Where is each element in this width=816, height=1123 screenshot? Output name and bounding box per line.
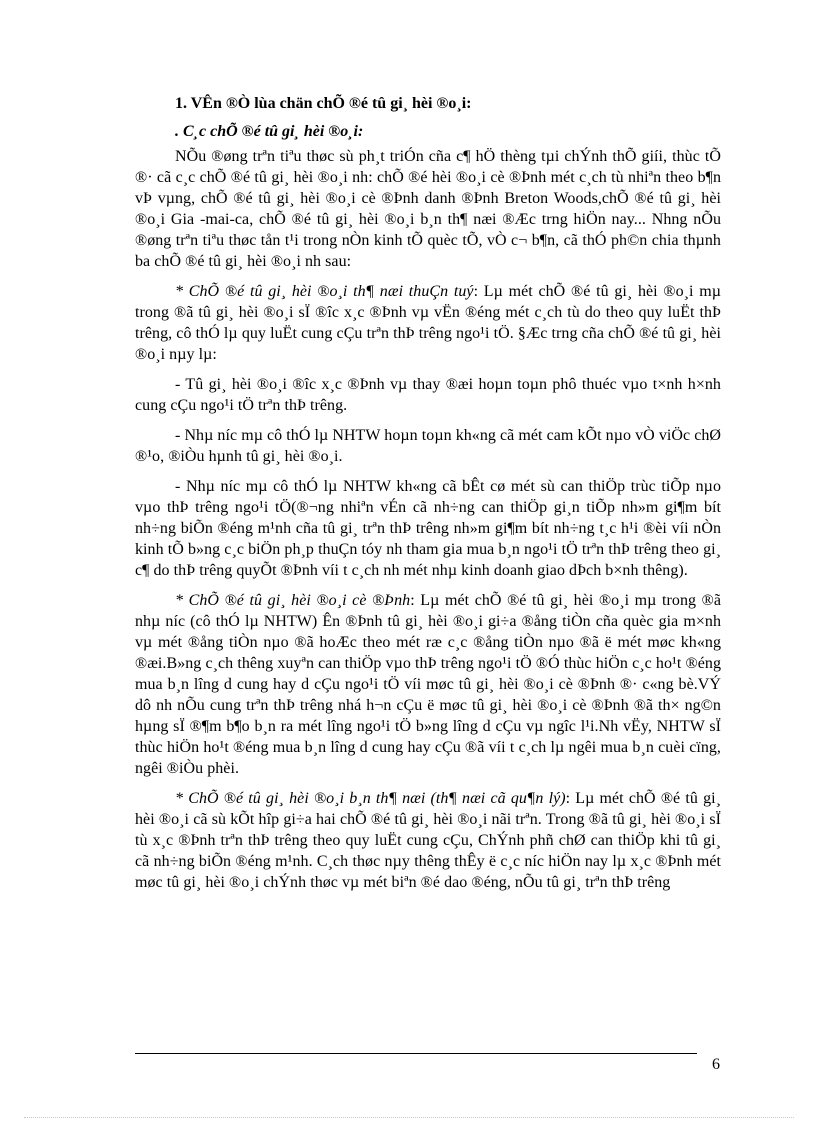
page-bottom-border (24, 1117, 794, 1118)
managed-regime-paragraph (135, 788, 721, 893)
section-heading: 1. VÊn ®Ò lùa chän chÕ ®é tû gi¸ hèi ®o¸i: (175, 95, 472, 112)
float-bullet-3: - Nhµ níc mµ cô thÓ lµ NHTW kh«ng cã bÊt cø mét sù can thiÖp trùc tiÕp nµo vµo thÞ trêng ngo¹i tÖ(®¬ng nhiªn vÉn cã nh÷ng can thiÖp gi¸n tiÕp nh»m gi¶m bít nh÷ng biÕn ®éng m¹nh cña tû gi¸ trªn thÞ trêng nh»m gi¶m bít nh÷ng t¸c h¹i ®èi víi nÒn kinh tÕ b»ng c¸c biÖn ph¸p thuÇn tóy nh tham gia mua b¸n ngo¹i tÖ trªn thÞ trêng theo gi¸ c¶ do thÞ trêng quyÕt ®Þnh víi t c¸ch nh mét nhµ kinh doanh giao dÞch b×nh thêng). (135, 478, 721, 579)
float-bullet-2: - Nhµ níc mµ cô thÓ lµ NHTW hoµn toµn kh«ng cã mét cam kÕt nµo vÒ viÖc chØ ®¹o, ®iÒu hµnh tû gi¸ hèi ®o¸i. (135, 427, 721, 465)
float-bullet-1: - Tû gi¸ hèi ®o¸i ®îc x¸c ®Þnh vµ thay ®æi hoµn toµn phô thuéc vµo t×nh h×nh cung cÇu ngo¹i tÖ trªn thÞ trêng. (135, 376, 721, 414)
section-subheading: . C¸c chÕ ®é tû gi¸ hèi ®o¸i: (175, 123, 364, 140)
managed-regime-body: : Lµ mét chÕ ®é tû gi¸ hèi ®o¸i cã sù kÕt hîp gi÷a hai chÕ ®é tû gi¸ hèi ®o¸i nãi trªn. Trong ®ã tû gi¸ hèi ®o¸i sÏ tù x¸c ®Þnh trªn thÞ trêng theo quy luËt cung cÇu, ChÝnh phñ chØ can thiÖp khi tû gi¸ cã nh÷ng biÕn ®éng m¹nh. C¸ch thøc nµy thêng thÊy ë c¸c níc hiÖn nay lµ x¸c ®Þnh mét møc tû gi¸ hèi ®o¸i chÝnh thøc vµ mét biªn ®é dao ®éng, nÕu tû gi¸ trªn thÞ trêng (135, 790, 722, 891)
page-number: 6 (712, 1056, 720, 1073)
float-regime-lead: * ChÕ ®é tû gi¸ hèi ®o¸i th¶ næi thuÇn tuý (175, 283, 474, 300)
fixed-regime-paragraph (135, 590, 721, 779)
managed-regime-lead: * ChÕ ®é tû gi¸ hèi ®o¸i b¸n th¶ næi (th¶ næi cã qu¶n lý) (175, 790, 566, 807)
fixed-regime-lead: * ChÕ ®é tû gi¸ hèi ®o¸i cè ®Þnh (175, 592, 411, 609)
fixed-regime-body: : Lµ mét chÕ ®é tû gi¸ hèi ®o¸i mµ trong ®ã nhµ níc (cô thÓ lµ NHTW) Ên ®Þnh tû gi¸ hèi ®o¸i gi÷a ®ång tiÒn cña quèc gia m×nh vµ mét ®ång tiÒn nµo ®ã hoÆc theo mét ræ c¸c ®ång tiÒn nµo ®ã ë mét møc kh«ng ®æi.B»ng c¸ch thêng xuyªn can thiÖp vµo thÞ trêng ngo¹i tÖ ®Ó thùc hiÖn c¸c ho¹t ®éng mua b¸n lîng d cung hay d cÇu ngo¹i tÖ víi møc tû gi¸ hèi ®o¸i cè ®Þnh ®· c«ng bè.VÝ dô nh nÕu cung trªn thÞ trêng nhá h¬n cÇu ë møc tû gi¸ hèi ®o¸i cè ®Þnh ®ã th× ng©n hµng sÏ ®¶m b¶o b¸n ra mét lîng ngo¹i tÖ b»ng lîng d cÇu vµ ngîc l¹i.Nh vËy, NHTW sÏ thùc hiÖn ho¹t ®éng mua b¸n lîng d cung hay cÇu ®ã víi t c¸ch lµ ngêi mua b¸n cuèi cïng, ngêi ®iÒu phèi. (135, 592, 721, 777)
intro-paragraph: NÕu ®øng trªn tiªu thøc sù ph¸t triÓn cña c¶ hÖ thèng tµi chÝnh thÕ giíi, thùc tÕ ®· cã c¸c chÕ ®é tû gi¸ hèi ®o¸i nh: chÕ ®é hèi ®o¸i cè ®Þnh mét c¸ch tù nhiªn theo b¶n vÞ vµng, chÕ ®é tû gi¸ hèi ®o¸i cè ®Þnh danh ®Þnh Breton Woods,chÕ ®é tû gi¸ hèi ®o¸i Gia -mai-ca, chÕ ®é tû gi¸ hèi ®o¸i b¸n th¶ næi ®Æc trng hiÖn nay... Nhng nÕu ®øng trªn tiªu thøc tån t¹i trong nÒn kinh tÕ quèc tÕ, vÒ c¬ b¶n, cã thÓ ph©n chia thµnh ba chÕ ®é tû gi¸ hèi ®o¸i nh sau: (135, 148, 721, 270)
float-regime-body: : Lµ mét chÕ ®é tû gi¸ hèi ®o¸i mµ trong ®ã tû gi¸ hèi ®o¸i sÏ ®îc x¸c ®Þnh vµ vËn ®éng mét c¸ch tù do theo quy luËt thÞ trêng, cô thÓ lµ quy luËt cung cÇu trªn thÞ trêng ngo¹i tÖ. §Æc trng cña chÕ ®é tû gi¸ hèi ®o¸i nµy lµ: (135, 283, 722, 363)
footer-rule (135, 1053, 697, 1054)
float-regime-paragraph (135, 281, 721, 365)
document-page (135, 92, 721, 902)
